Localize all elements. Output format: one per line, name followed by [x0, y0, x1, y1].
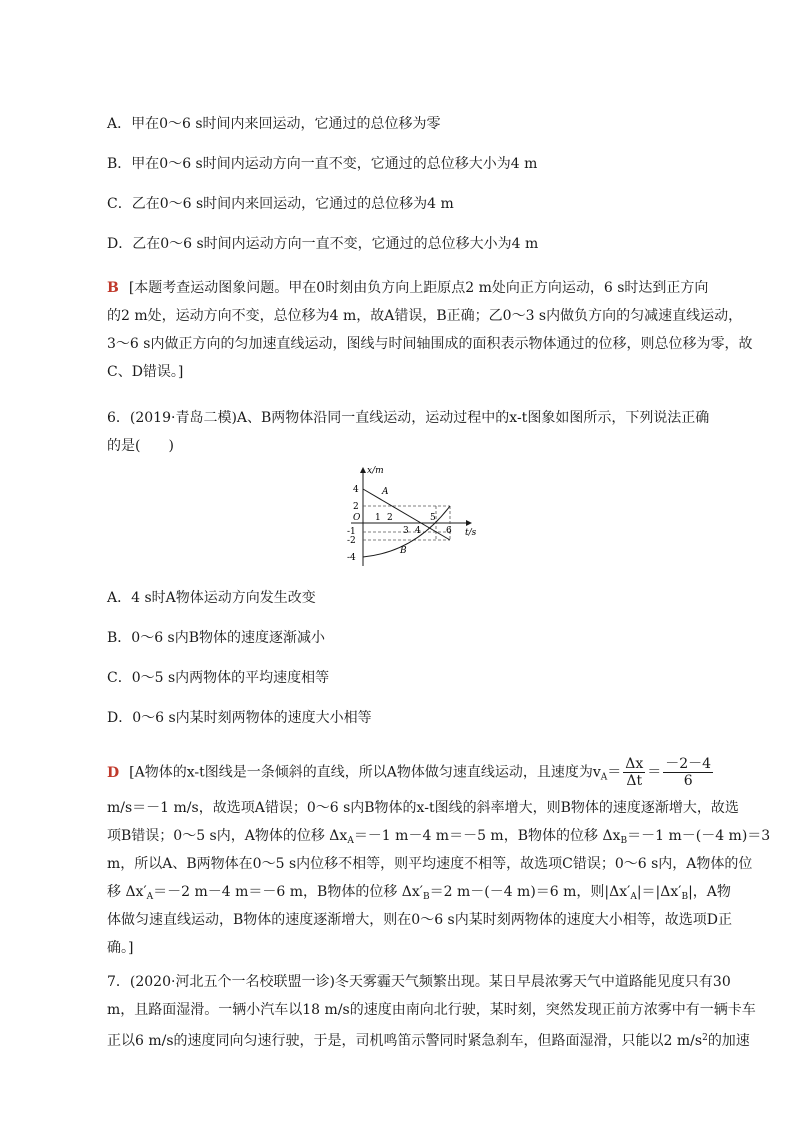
- q5-explanation-line-2: 的2 m处，运动方向不变，总位移为4 m，故A错误，B正确；乙0～3 s内做负方向的匀减速直线运动，: [107, 308, 743, 324]
- line-a-label: A: [382, 487, 389, 497]
- q6-option-d: D．0～6 s内某时刻两物体的速度大小相等: [107, 710, 372, 726]
- q6-explanation-line-6: 体做匀速直线运动，B物体的速度逐渐增大，则在0～6 s内某时刻两物体的速度大小相等，故选项D正: [107, 912, 732, 928]
- y-tick-neg1: -1: [347, 527, 356, 537]
- q6-option-b: B．0～6 s内B物体的速度逐渐减小: [107, 630, 326, 646]
- q6-stem-line-2: 的是( ): [107, 438, 174, 454]
- q6-stem-line-1: 6．(2019·青岛二模)A、B两物体沿同一直线运动，运动过程中的x-t图象如图所示，下列说法正确: [107, 410, 710, 426]
- q7-stem-line-1: 7．(2020·河北五个一名校联盟一诊)冬天雾霾天气频繁出现。某日早晨浓雾天气中道路能见度只有30: [107, 974, 731, 990]
- origin-label: O: [353, 513, 361, 523]
- q6-explanation-line-5: 移 $\Delta x'_A=-2$ m－4 m＝－6 m，B物体的位移 $\Delta x'_B=2$ m－(－4 m)＝6 m，则$|\Delta x'_A|=|\Delta x'_B|$，A物: [107, 884, 731, 902]
- q6-option-c: C．0～5 s内两物体的平均速度相等: [107, 670, 330, 686]
- q6-option-a: A．4 s时A物体运动方向发生改变: [107, 590, 316, 606]
- q5-answer: B: [107, 280, 119, 296]
- x-axis-label: t/s: [465, 528, 477, 538]
- q6-explanation-line-7: 确。]: [107, 940, 134, 956]
- y-axis-label: x/m: [367, 466, 384, 476]
- x-tick-1: 1: [375, 513, 381, 523]
- y-tick-2: 2: [353, 502, 359, 512]
- q5-option-b: B．甲在0～6 s时间内运动方向一直不变，它通过的总位移大小为4 m: [107, 156, 538, 172]
- y-tick-neg2: -2: [347, 536, 356, 546]
- x-tick-3: 3: [403, 526, 409, 536]
- q5-option-c: C．乙在0～6 s时间内来回运动，它通过的总位移为4 m: [107, 196, 454, 212]
- q6-explanation-line-1: D [A物体的x-t图线是一条倾斜的直线，所以A物体做匀速直线运动，且速度为$v_A=$ $\frac{\Delta x}{\Delta t}$ ＝ $\frac{-2-4}{6}$: [107, 756, 712, 789]
- q5-option-a: A．甲在0～6 s时间内来回运动，它通过的总位移为零: [107, 116, 441, 132]
- fraction-dx-dt: $\frac{\Delta x}{\Delta t}$: [625, 756, 644, 789]
- x-tick-5: 5: [430, 513, 436, 523]
- curve-b-label: B: [400, 546, 407, 556]
- y-tick-neg4: -4: [347, 553, 356, 563]
- x-tick-6: 6: [446, 526, 452, 536]
- q7-stem-line-2: m，且路面湿滑。一辆小汽车以18 m/s的速度由南向北行驶，某时刻，突然发现正前方浓雾中有一辆卡车: [107, 1002, 756, 1018]
- q7-stem-line-3: 正以6 m/s的速度同向匀速行驶，于是，司机鸣笛示警同时紧急刹车，但路面湿滑，只能以2 $m/s^2$的加速: [107, 1033, 750, 1049]
- q5-explanation-line-4: C、D错误。]: [107, 364, 184, 380]
- x-tick-4: 4: [415, 526, 421, 536]
- q5-option-d: D．乙在0～6 s时间内运动方向一直不变，它通过的总位移大小为4 m: [107, 236, 539, 252]
- q6-explanation-line-2: m/s＝－1 m/s，故选项A错误；0～6 s内B物体的x-t图线的斜率增大，则B物体的速度逐渐增大，故选: [107, 800, 739, 816]
- q6-answer: D: [107, 764, 120, 781]
- fraction-velocity: $\frac{-2-4}{6}$: [665, 756, 712, 789]
- q6-explanation-line-3: 项B错误；0～5 s内，A物体的位移 $\Delta x_A=-1$ m－4 m＝－5 m，B物体的位移 $\Delta x_B=-1$ m－(－4 m)＝3: [107, 828, 771, 846]
- q6-xt-graph: [335, 462, 495, 572]
- q5-explanation-line-3: 3～6 s内做正方向的匀加速直线运动，图线与时间轴围成的面积表示物体通过的位移，则总位移为零，故: [107, 336, 753, 352]
- y-tick-4: 4: [353, 485, 359, 495]
- q5-explanation-line-1: B [本题考查运动图象问题。甲在0时刻由负方向上距原点2 m处向正方向运动，6 s时达到正方向: [107, 280, 709, 296]
- q6-explanation-line-4: m，所以A、B两物体在0～5 s内位移不相等，则平均速度不相等，故选项C错误；0～6 s内，A物体的位: [107, 856, 753, 872]
- x-tick-2: 2: [387, 513, 393, 523]
